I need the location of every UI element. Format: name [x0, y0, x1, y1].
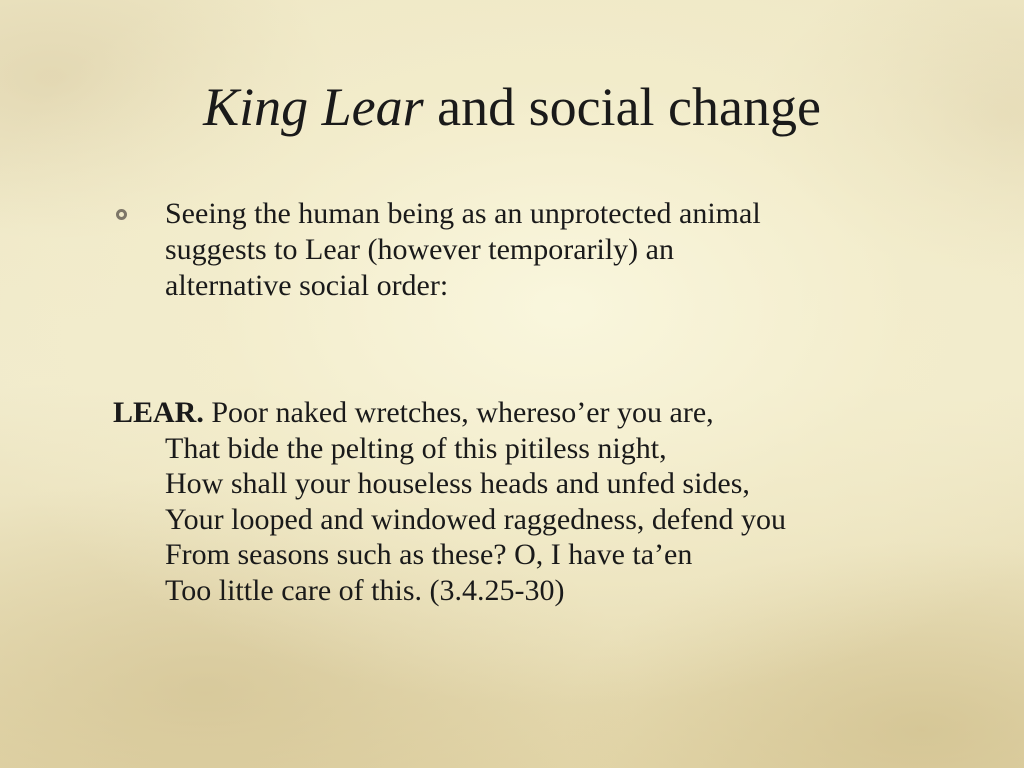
bullet-text	[165, 196, 925, 304]
title-rest: and social change	[423, 77, 821, 137]
quote-line-2: That bide the pelting of this pitiless night,	[165, 431, 667, 465]
quote-line-1: Poor naked wretches, whereso’er you are,	[203, 396, 714, 429]
bullet-line-3: alternative social order:	[165, 269, 449, 302]
quote-line-3: How shall your houseless heads and unfed sides,	[165, 467, 750, 500]
title-play-name: King Lear	[203, 77, 424, 137]
circle-bullet-icon	[116, 209, 127, 220]
speaker-name: LEAR.	[113, 396, 204, 429]
quote-first-line	[113, 395, 933, 431]
slide-title	[0, 72, 1024, 142]
quote-line-6: Too little care of this. (3.4.25-30)	[165, 573, 565, 607]
quote-line-4: Your looped and windowed raggedness, defend you	[165, 502, 787, 536]
quote-line-5: From seasons such as these? O, I have ta’en	[165, 538, 693, 571]
verse-quote	[113, 395, 933, 608]
bullet-line-2: suggests to Lear (however temporarily) an	[165, 233, 674, 266]
bullet-line-1: Seeing the human being as an unprotected animal	[165, 197, 761, 230]
